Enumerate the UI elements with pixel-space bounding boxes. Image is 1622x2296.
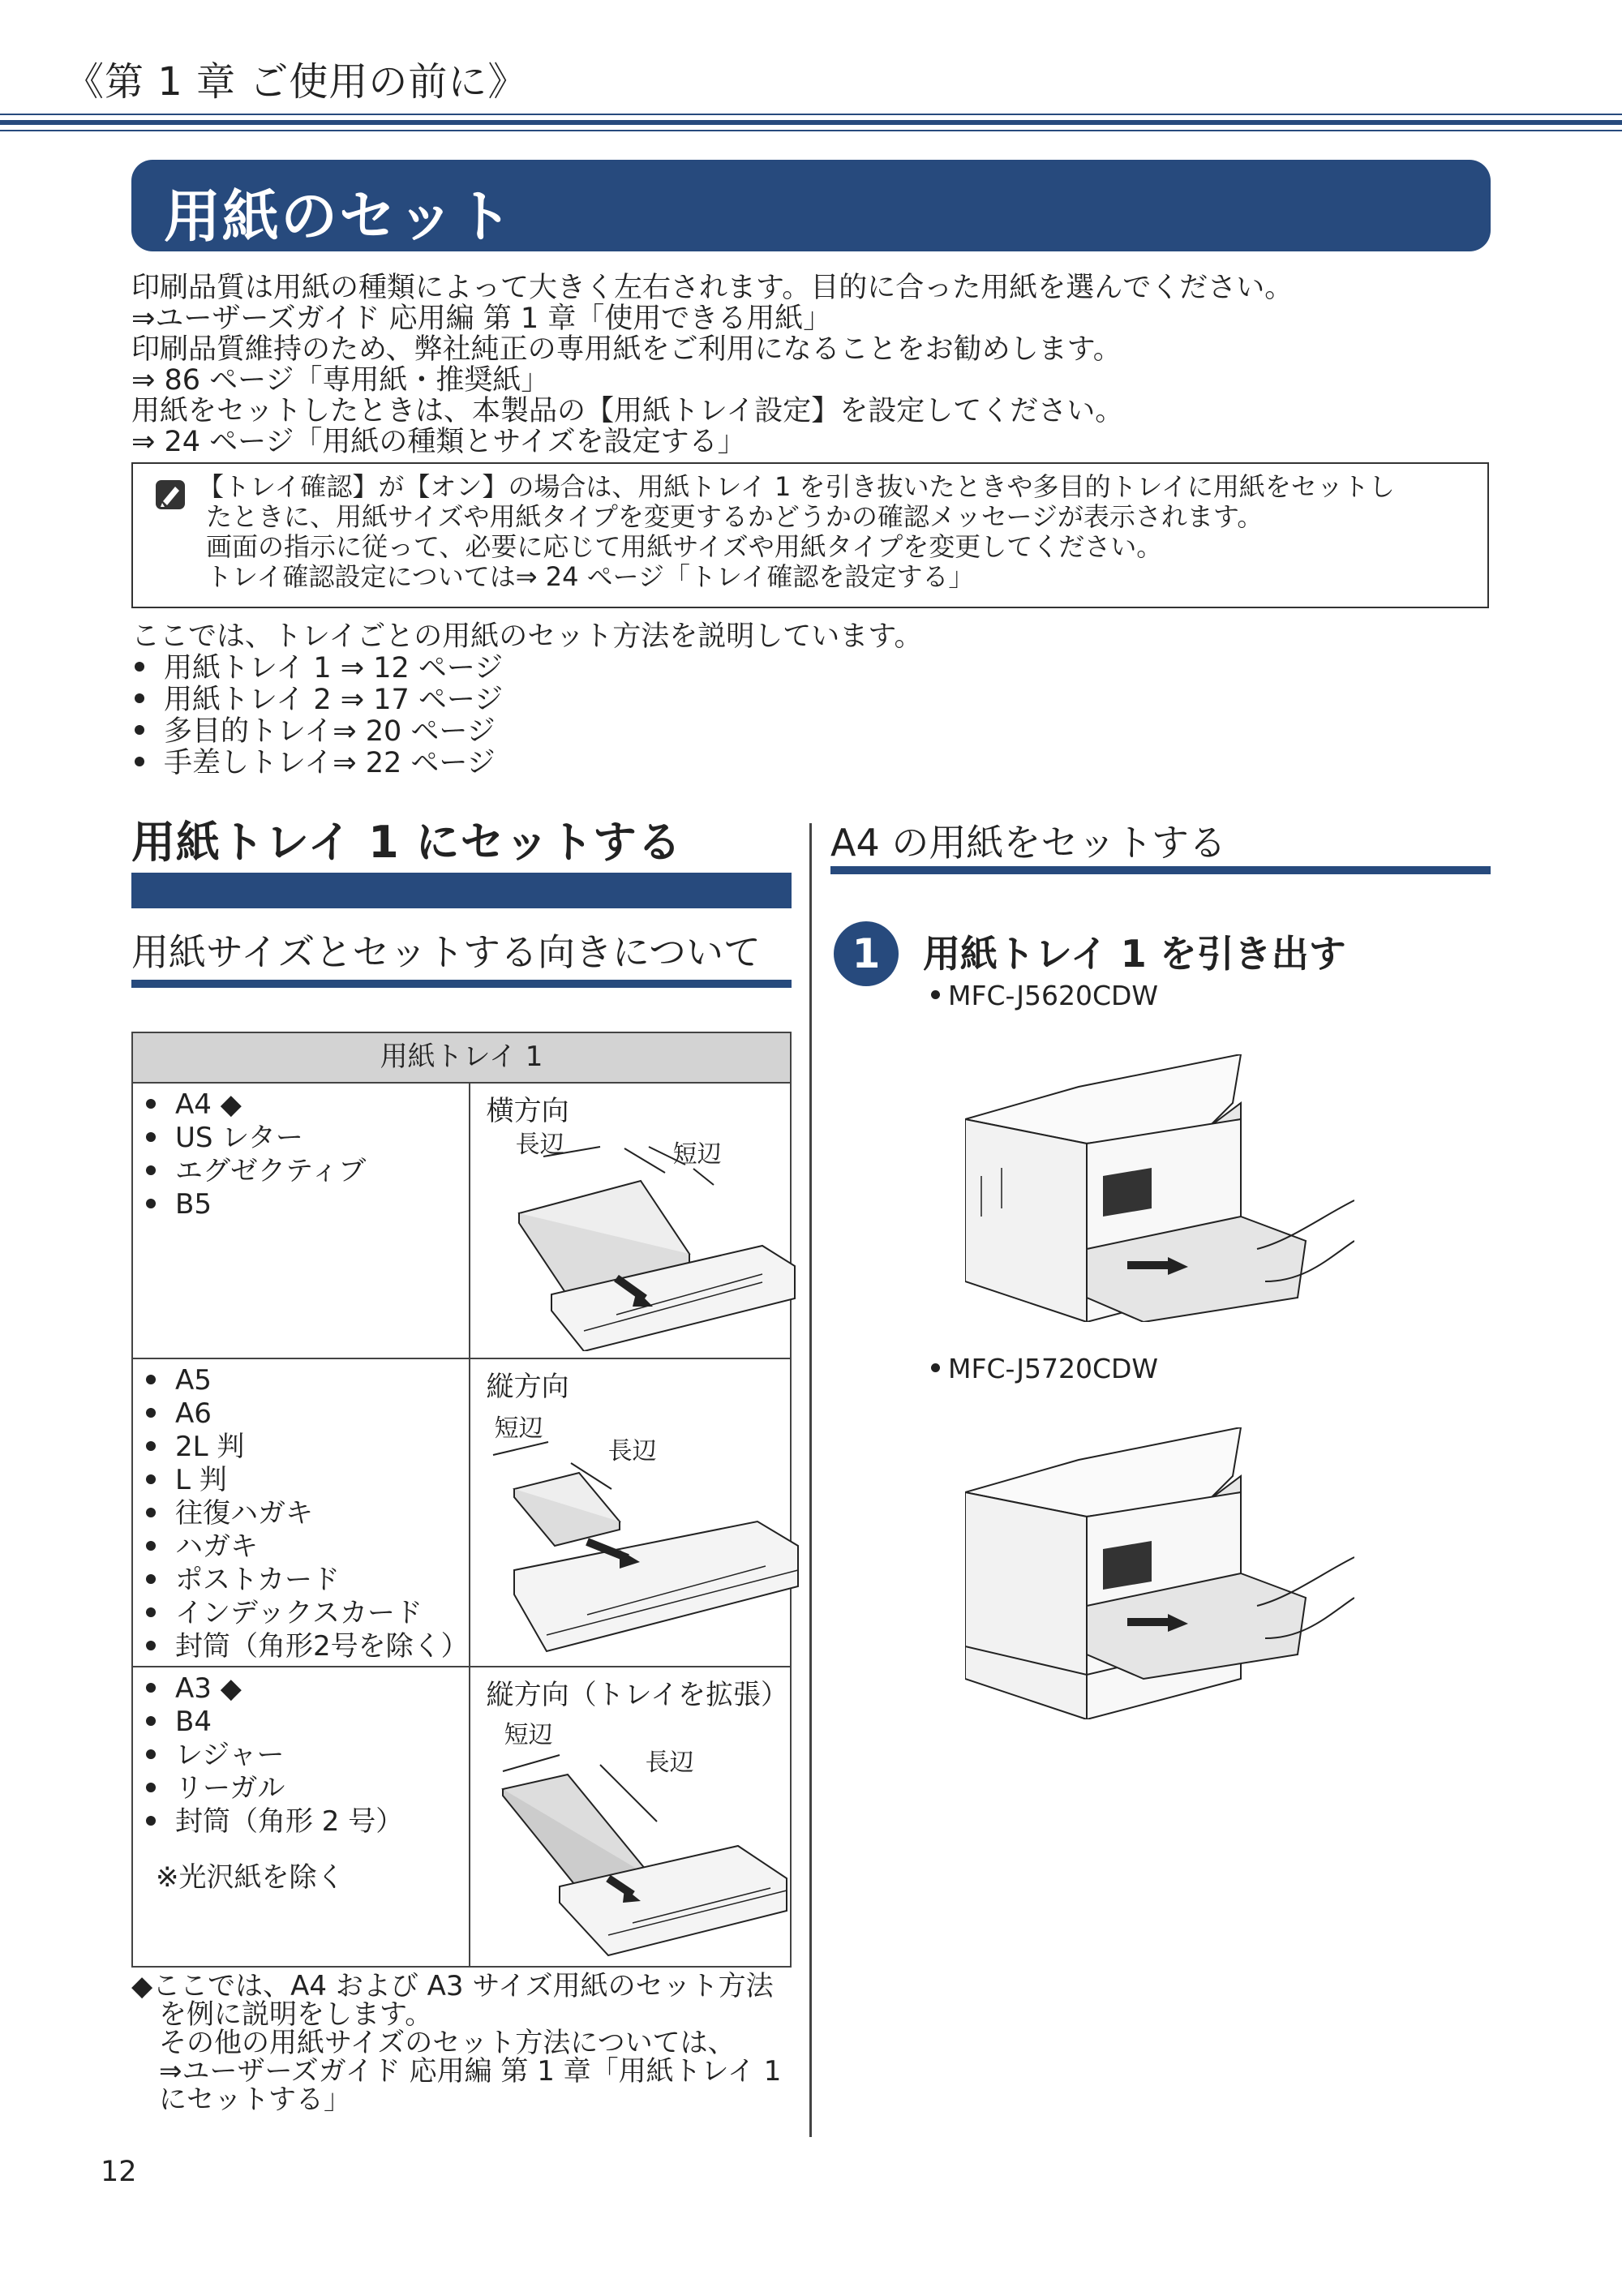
size-item: リーガル bbox=[175, 1772, 285, 1805]
short-edge-label: 短辺 bbox=[672, 1140, 722, 1169]
list-item bbox=[131, 748, 922, 779]
bullet-icon bbox=[931, 990, 940, 999]
size-item: A3 ◆ bbox=[175, 1672, 242, 1705]
bullet-icon bbox=[135, 662, 144, 672]
footnote-line: を例に説明をします。 bbox=[131, 1998, 433, 2031]
bullet-icon bbox=[146, 1541, 156, 1551]
size-list bbox=[132, 1358, 470, 1667]
footnote bbox=[131, 1972, 781, 2114]
right-heading-rule bbox=[830, 866, 1491, 874]
intro-line: 用紙をセットしたときは、本製品の【用紙トレイ設定】を設定してください。 bbox=[131, 395, 1124, 427]
tray-link[interactable]: 手差しトレイ⇒ 22 ページ bbox=[164, 747, 496, 779]
step-text: 用紙トレイ 1 を引き出す bbox=[923, 932, 1346, 976]
model-label bbox=[931, 980, 1158, 1011]
bullet-icon bbox=[146, 1165, 156, 1175]
header-rule-thin bbox=[0, 130, 1622, 131]
size-list bbox=[132, 1083, 470, 1358]
intro-line: 印刷品質維持のため、弊社純正の専用紙をご利用になることをお勧めします。 bbox=[131, 333, 1122, 366]
size-item: ポストカード bbox=[175, 1564, 340, 1596]
footnote-link[interactable]: ⇒ユーザーズガイド 応用編 第 1 章「用紙トレイ 1 bbox=[131, 2055, 782, 2088]
tray-list-intro: ここでは、トレイごとの用紙のセット方法を説明しています。 bbox=[131, 620, 923, 653]
size-item: 封筒（角形2号を除く） bbox=[175, 1630, 469, 1663]
footnote-line: ◆ここでは、A4 および A3 サイズ用紙のセット方法 bbox=[131, 1970, 774, 2002]
page-title-banner bbox=[131, 160, 1491, 251]
long-edge-label: 長辺 bbox=[607, 1437, 657, 1466]
page-number: 12 bbox=[101, 2156, 137, 2188]
tray-portrait-illustration bbox=[490, 1408, 806, 1659]
tray-link[interactable]: 多目的トレイ⇒ 20 ページ bbox=[164, 715, 496, 748]
bullet-icon bbox=[146, 1574, 156, 1584]
bullet-icon bbox=[146, 1441, 156, 1451]
chapter-title: 《第 1 章 ご使用の前に》 bbox=[65, 59, 528, 105]
header-rule bbox=[0, 114, 1622, 115]
model-label bbox=[931, 1353, 1158, 1384]
size-item: 往復ハガキ bbox=[175, 1497, 313, 1530]
bullet-icon bbox=[146, 1749, 156, 1759]
size-item: B5 bbox=[175, 1188, 212, 1221]
memo-icon bbox=[156, 480, 185, 509]
orientation-cell bbox=[470, 1667, 791, 1967]
note-link[interactable]: トレイ確認設定については⇒ 24 ページ「トレイ確認を設定する」 bbox=[206, 561, 975, 592]
table-row bbox=[132, 1083, 791, 1358]
orientation-label: 縦方向（トレイを拡張） bbox=[486, 1679, 788, 1711]
size-list bbox=[132, 1667, 470, 1967]
tray-extended-illustration bbox=[495, 1716, 803, 1959]
bullet-icon bbox=[135, 693, 144, 703]
orientation-cell bbox=[470, 1083, 791, 1358]
size-item: US レター bbox=[175, 1122, 303, 1154]
printer-illustration-2 bbox=[965, 1427, 1354, 1719]
bullet-icon bbox=[931, 1363, 940, 1372]
intro-line: 印刷品質は用紙の種類によって大きく左右されます。目的に合った用紙を選んでください。 bbox=[131, 272, 1294, 304]
bullet-icon bbox=[146, 1408, 156, 1418]
bullet-icon bbox=[146, 1375, 156, 1384]
page-title: 用紙のセット bbox=[164, 183, 514, 250]
bullet-icon bbox=[135, 757, 144, 766]
tray-landscape-illustration bbox=[495, 1124, 803, 1351]
size-item: 封筒（角形 2 号） bbox=[175, 1805, 404, 1838]
intro-text bbox=[131, 273, 1293, 457]
short-edge-label: 短辺 bbox=[494, 1414, 543, 1443]
section-heading: 用紙トレイ 1 にセットする bbox=[131, 817, 682, 868]
size-item: A4 ◆ bbox=[175, 1088, 242, 1121]
bullet-icon bbox=[146, 1683, 156, 1693]
bullet-icon bbox=[146, 1508, 156, 1517]
bullet-icon bbox=[146, 1132, 156, 1142]
tray-link[interactable]: 用紙トレイ 1 ⇒ 12 ページ bbox=[164, 652, 504, 685]
intro-link[interactable]: ⇒ 86 ページ「専用紙・推奨紙」 bbox=[131, 364, 550, 397]
section-bar bbox=[131, 873, 792, 908]
model-name: MFC-J5620CDW bbox=[948, 980, 1159, 1011]
model-name: MFC-J5720CDW bbox=[948, 1353, 1159, 1384]
bullet-icon bbox=[146, 1716, 156, 1726]
table-row bbox=[132, 1667, 791, 1967]
size-item: B4 bbox=[175, 1706, 212, 1738]
bullet-icon bbox=[146, 1199, 156, 1208]
table-header: 用紙トレイ 1 bbox=[132, 1032, 791, 1083]
note-line: 画面の指示に従って、必要に応じて用紙サイズや用紙タイプを変更してください。 bbox=[206, 531, 1163, 562]
paper-size-table bbox=[131, 1032, 792, 1968]
size-item: A5 bbox=[175, 1364, 212, 1397]
orientation-cell bbox=[470, 1358, 791, 1667]
size-item: L 判 bbox=[175, 1464, 227, 1496]
size-note: ※光沢紙を除く bbox=[156, 1861, 345, 1894]
orientation-label: 縦方向 bbox=[486, 1371, 569, 1403]
size-item: エグゼクティブ bbox=[175, 1155, 367, 1187]
size-item: インデックスカード bbox=[175, 1597, 423, 1629]
right-heading: A4 の用紙をセットする bbox=[830, 821, 1226, 865]
footnote-line: その他の用紙サイズのセット方法については、 bbox=[131, 2027, 736, 2059]
long-edge-label: 長辺 bbox=[515, 1131, 564, 1159]
note-line: たときに、用紙サイズや用紙タイプを変更するかどうかの確認メッセージが表示されます。 bbox=[206, 501, 1264, 532]
intro-link[interactable]: ⇒ユーザーズガイド 応用編 第 1 章「使用できる用紙」 bbox=[131, 303, 832, 335]
long-edge-label: 長辺 bbox=[645, 1749, 694, 1777]
bullet-icon bbox=[146, 1607, 156, 1617]
bullet-icon bbox=[146, 1641, 156, 1650]
step-number-badge: 1 bbox=[834, 921, 899, 986]
tray-link[interactable]: 用紙トレイ 2 ⇒ 17 ページ bbox=[164, 684, 504, 716]
bullet-icon bbox=[146, 1474, 156, 1484]
bullet-icon bbox=[146, 1783, 156, 1792]
short-edge-label: 短辺 bbox=[504, 1721, 553, 1749]
size-item: ハガキ bbox=[175, 1530, 258, 1563]
column-divider bbox=[809, 823, 812, 2137]
size-item: レジャー bbox=[175, 1739, 285, 1771]
list-item bbox=[131, 653, 922, 685]
note-text bbox=[198, 472, 1395, 592]
bullet-icon bbox=[135, 725, 144, 735]
tray-list bbox=[131, 621, 922, 779]
table-row bbox=[132, 1358, 791, 1667]
note-line: 【トレイ確認】が【オン】の場合は、用紙トレイ 1 を引き抜いたときや多目的トレイに用紙をセットし bbox=[198, 471, 1395, 502]
printer-illustration-1 bbox=[965, 1054, 1354, 1322]
note-box bbox=[131, 462, 1489, 608]
intro-link[interactable]: ⇒ 24 ページ「用紙の種類とサイズを設定する」 bbox=[131, 426, 746, 458]
bullet-icon bbox=[146, 1816, 156, 1826]
orientation-label: 横方向 bbox=[486, 1095, 569, 1127]
footnote-line: にセットする」 bbox=[131, 2084, 351, 2116]
subsection-rule bbox=[131, 980, 792, 988]
subsection-heading: 用紙サイズとセットする向きについて bbox=[131, 930, 762, 974]
size-item: A6 bbox=[175, 1397, 212, 1430]
header-rule-thick bbox=[0, 120, 1622, 125]
bullet-icon bbox=[146, 1099, 156, 1109]
list-item bbox=[131, 685, 922, 716]
size-item: 2L 判 bbox=[175, 1431, 245, 1463]
list-item bbox=[131, 716, 922, 748]
